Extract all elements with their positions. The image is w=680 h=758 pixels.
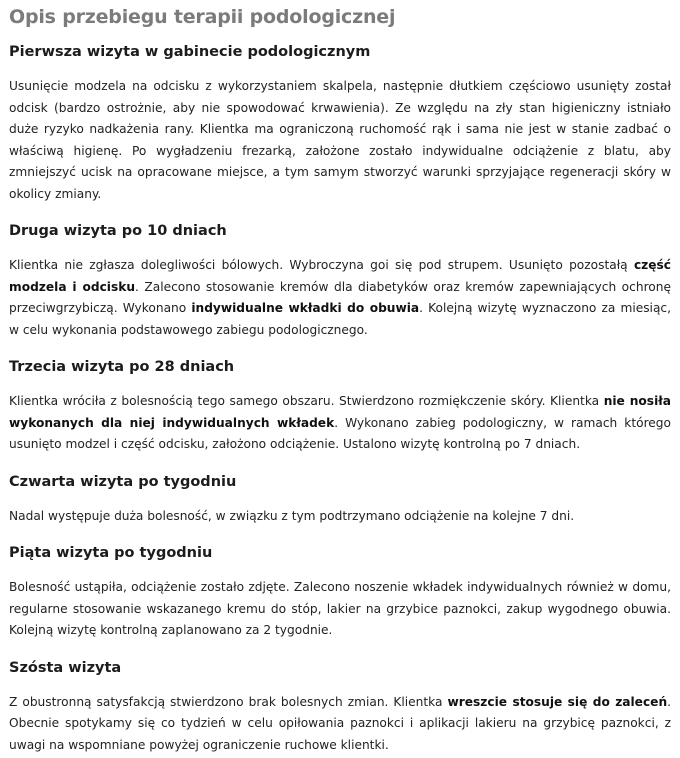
paragraph-text: Klientka wróciła z bolesnością tego samego obszaru. Stwierdzono rozmiękczenie skóry. Klientka bbox=[9, 394, 604, 408]
visit-section bbox=[9, 357, 671, 456]
emphasized-text: część modzela i odcisku bbox=[9, 258, 671, 294]
paragraph-text: . Kolejną wizytę wyznaczono za miesiąc, w celu wykonania podstawowego zabiegu podologicznego. bbox=[9, 301, 671, 337]
section-heading: Druga wizyta po 10 dniach bbox=[9, 223, 227, 239]
paragraph-text: Nadal występuje duża bolesność, w związku z tym podtrzymano odciążenie na kolejne 7 dni. bbox=[9, 508, 575, 523]
emphasized-text: wreszcie stosuje się do zaleceń bbox=[447, 694, 668, 709]
section-paragraph bbox=[9, 255, 671, 341]
section-paragraph bbox=[9, 391, 671, 456]
page-title: Opis przebiegu terapii podologicznej bbox=[9, 6, 396, 28]
section-heading: Czwarta wizyta po tygodniu bbox=[9, 473, 237, 490]
section-paragraph bbox=[9, 506, 671, 528]
visit-section bbox=[9, 42, 671, 205]
section-paragraph bbox=[9, 692, 671, 757]
paragraph-text: Bolesność ustąpiła, odciążenie zostało zdjęte. Zalecono noszenie wkładek indywidualnych również w domu, regularne stosowanie wskazanego kremu do stóp, lakier na grzybice paznokci, zakup wygodnego obuwia. Kolejną wizytę kontrolną zaplanowano za 2 tygodnie. bbox=[9, 580, 671, 637]
section-heading: Pierwsza wizyta w gabinecie podologicznym bbox=[9, 44, 371, 60]
visit-section bbox=[9, 221, 671, 341]
section-paragraph bbox=[9, 76, 671, 205]
section-heading: Piąta wizyta po tygodniu bbox=[9, 545, 213, 561]
emphasized-text: nie nosiła wykonanych dla niej indywidualnych wkładek bbox=[9, 394, 671, 430]
section-heading: Szósta wizyta bbox=[9, 659, 122, 676]
sections-container bbox=[9, 42, 671, 756]
paragraph-text: Z obustronną satysfakcją stwierdzono brak bolesnych zmian. Klientka bbox=[9, 694, 448, 709]
paragraph-text: . Obecnie spotykamy się co tydzień w celu opiłowania paznokci i aplikacji lakieru na grzybicę paznokci, z uwagi na wspomniane powyżej ograniczenie ruchowe klientki. bbox=[9, 694, 671, 752]
visit-section bbox=[9, 543, 671, 642]
paragraph-text: . Wykonano zabieg podologiczny, w ramach którego usunięto modzel i część odcisku, założono odciążenie. Ustalono wizytę kontrolną po 7 dniach. bbox=[9, 415, 671, 451]
paragraph-text: Usunięcie modzela na odcisku z wykorzystaniem skalpela, następnie dłutkiem częściowo usunięty został odcisk (bardzo ostrożnie, aby nie spowodować krwawienia). Ze względu na zły stan higieniczny istniało duże ryzyko nadkażenia rany. Klientka ma ograniczoną ruchomość rąk i sama nie jest w stanie zadbać o właściwą higienę. Po wygładzeniu frezarką, założone zostało indywidualne odciążenie z blatu, aby zmniejszyć ucisk na opracowane miejsce, a tym samym stworzyć warunki sprzyjające regeneracji skóry w okolicy zmiany. bbox=[9, 79, 671, 201]
visit-section bbox=[9, 472, 671, 528]
section-heading: Trzecia wizyta po 28 dniach bbox=[9, 359, 235, 375]
section-paragraph bbox=[9, 577, 671, 642]
visit-section bbox=[9, 658, 671, 757]
paragraph-text: Klientka nie zgłasza dolegliwości bólowych. Wybroczyna goi się pod strupem. Usunięto pozostałą bbox=[9, 258, 634, 272]
paragraph-text: . Zalecono stosowanie kremów dla diabetyków oraz kremów zapewniających ochronę przeciwgrzybiczą. Wykonano bbox=[9, 279, 671, 315]
emphasized-text: indywidualne wkładki do obuwia bbox=[191, 301, 420, 315]
